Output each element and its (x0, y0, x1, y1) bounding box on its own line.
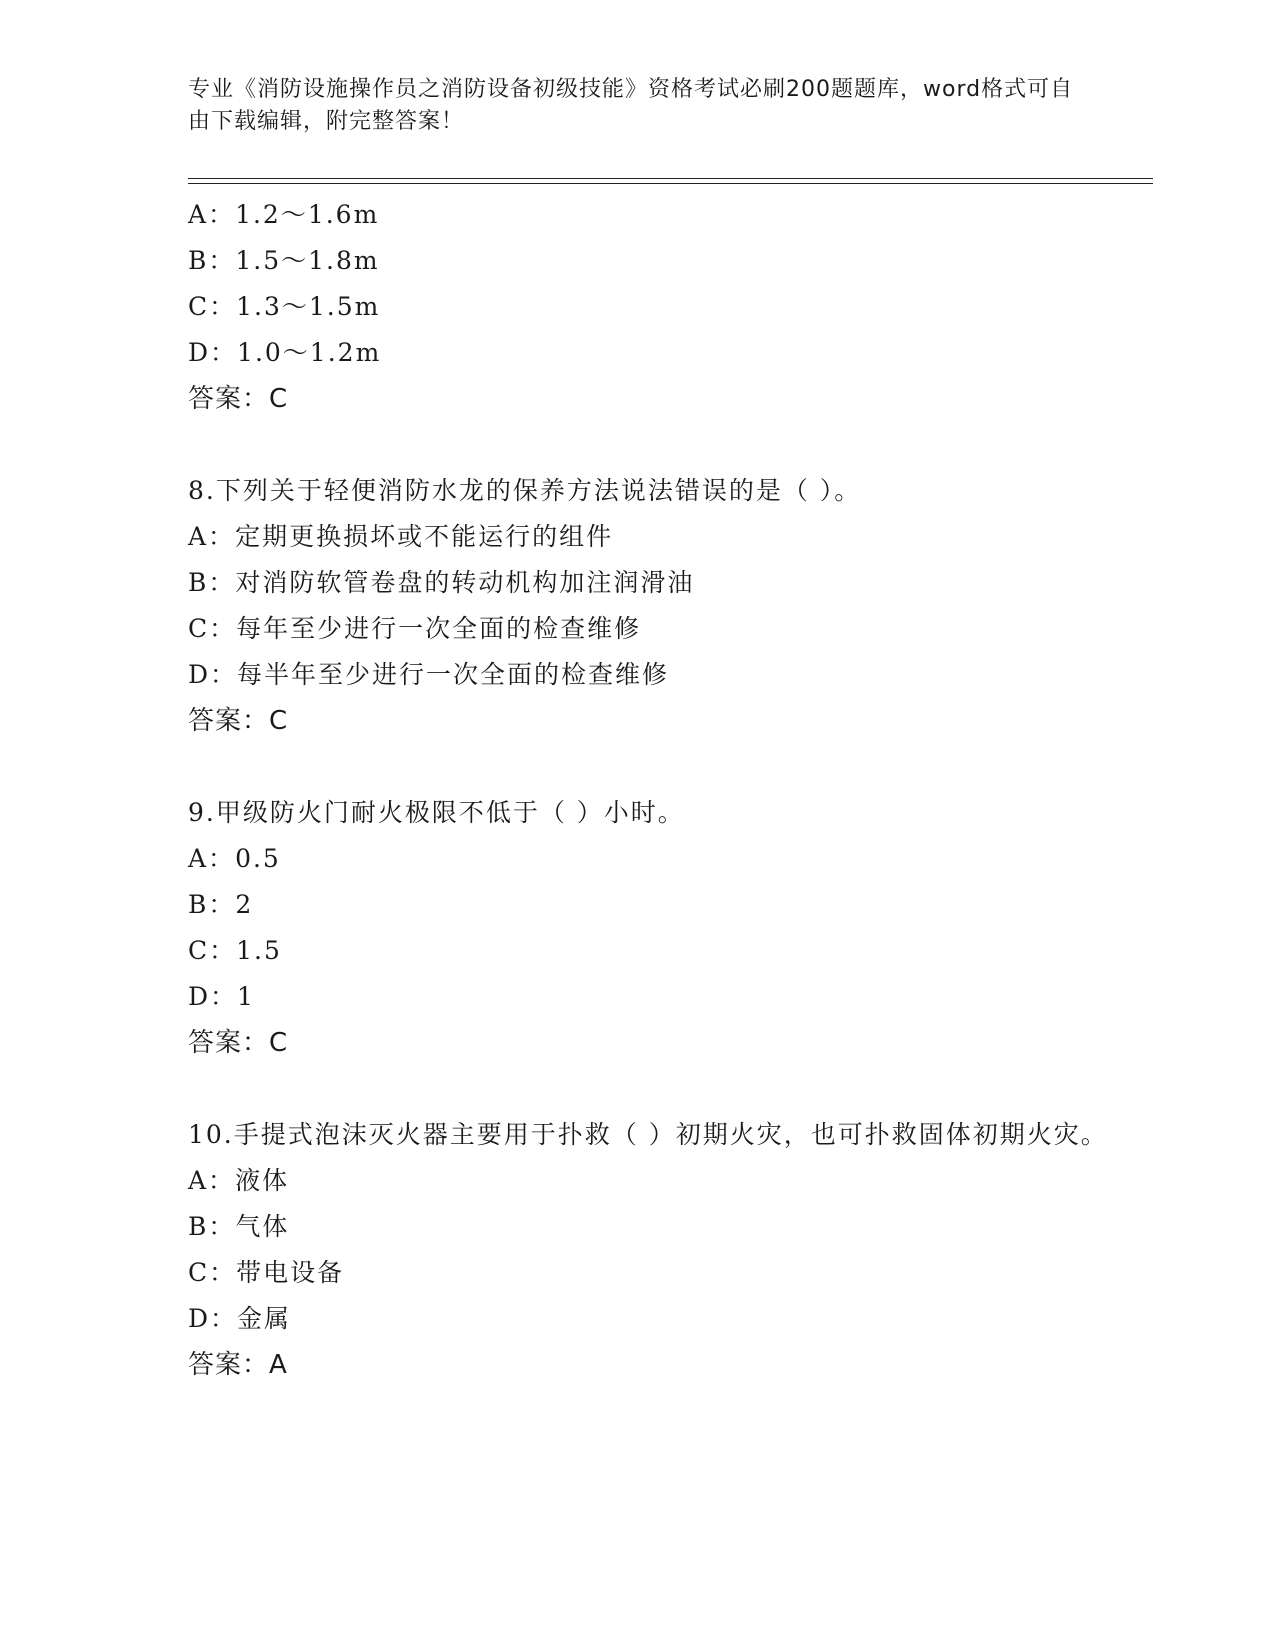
header-divider-top (188, 178, 1153, 179)
option-b: B：2 (188, 890, 254, 919)
question-8 (188, 468, 1108, 744)
answer: 答案：C (188, 384, 289, 414)
answer: 答案：C (188, 706, 289, 736)
spacer (188, 744, 1108, 790)
option-a: A：1.2～1.6m (188, 200, 380, 229)
header-divider-bottom (188, 183, 1153, 184)
spacer (188, 1066, 1108, 1112)
spacer (188, 422, 1108, 468)
option-d: D：1 (188, 982, 255, 1011)
option-d: D：金属 (188, 1304, 292, 1333)
option-c: C：每年至少进行一次全面的检查维修 (188, 614, 642, 643)
option-d: D：1.0～1.2m (188, 338, 382, 367)
option-c: C：1.3～1.5m (188, 292, 381, 321)
question-10 (188, 1112, 1108, 1388)
answer: 答案：A (188, 1350, 288, 1380)
option-a: A：0.5 (188, 844, 281, 873)
question-stem: 9.甲级防火门耐火极限不低于（ ）小时。 (188, 798, 685, 827)
option-d: D：每半年至少进行一次全面的检查维修 (188, 660, 670, 689)
option-c: C：带电设备 (188, 1258, 345, 1287)
option-c: C：1.5 (188, 936, 282, 965)
option-a: A：液体 (188, 1166, 290, 1195)
option-b: B：气体 (188, 1212, 290, 1241)
question-7-continued (188, 192, 1108, 422)
answer: 答案：C (188, 1028, 289, 1058)
option-b: B：对消防软管卷盘的转动机构加注润滑油 (188, 568, 695, 597)
question-9 (188, 790, 1108, 1066)
question-list (188, 192, 1108, 1388)
question-stem: 10.手提式泡沫灭火器主要用于扑救（ ）初期火灾，也可扑救固体初期火灾。 (188, 1120, 1108, 1149)
option-b: B：1.5～1.8m (188, 246, 380, 275)
question-stem: 8.下列关于轻便消防水龙的保养方法说法错误的是（ ）。 (188, 476, 862, 505)
document-header: 专业《消防设施操作员之消防设备初级技能》资格考试必刷200题题库，word格式可自由下载编辑，附完整答案！ (188, 77, 1074, 134)
option-a: A：定期更换损坏或不能运行的组件 (188, 522, 614, 551)
